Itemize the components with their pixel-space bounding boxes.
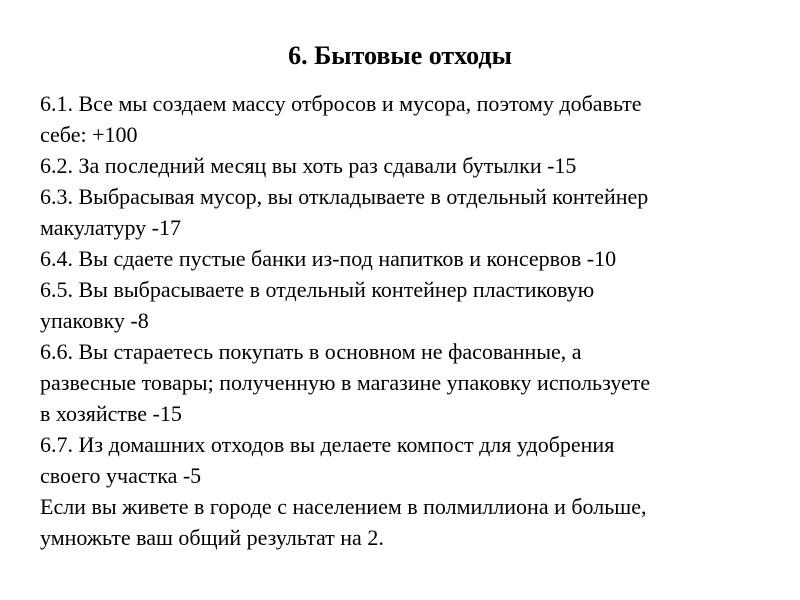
item-6-6-line-3: в хозяйстве -15 <box>40 401 182 426</box>
city-note-line-1: Если вы живете в городе с населением в полмиллиона и больше, <box>40 494 647 519</box>
item-6-3-line-2: макулатуру -17 <box>40 215 181 240</box>
item-6-6-line-2: развесные товары; полученную в магазине упаковку используете <box>40 370 651 395</box>
item-6-1-line-1: 6.1. Все мы создаем массу отбросов и мусора, поэтому добавьте <box>40 91 642 116</box>
item-6-7-line-1: 6.7. Из домашних отходов вы делаете компост для удобрения <box>40 432 615 457</box>
item-6-7-line-2: своего участка -5 <box>40 463 202 488</box>
item-6-5-line-1: 6.5. Вы выбрасываете в отдельный контейнер пластиковую <box>40 277 595 302</box>
slide-content <box>40 88 780 553</box>
item-6-1-line-2: себе: +100 <box>40 122 138 147</box>
item-6-3-line-1: 6.3. Выбрасывая мусор, вы откладываете в отдельный контейнер <box>40 184 649 209</box>
slide-title: 6. Бытовые отходы <box>288 41 512 70</box>
item-6-5-line-2: упаковку -8 <box>40 308 149 333</box>
city-note-line-2: умножьте ваш общий результат на 2. <box>40 525 384 550</box>
item-6-2: 6.2. За последний месяц вы хоть раз сдавали бутылки -15 <box>40 153 577 178</box>
item-6-4: 6.4. Вы сдаете пустые банки из-под напитков и консервов -10 <box>40 246 617 271</box>
item-6-6-line-1: 6.6. Вы стараетесь покупать в основном не фасованные, а <box>40 339 582 364</box>
